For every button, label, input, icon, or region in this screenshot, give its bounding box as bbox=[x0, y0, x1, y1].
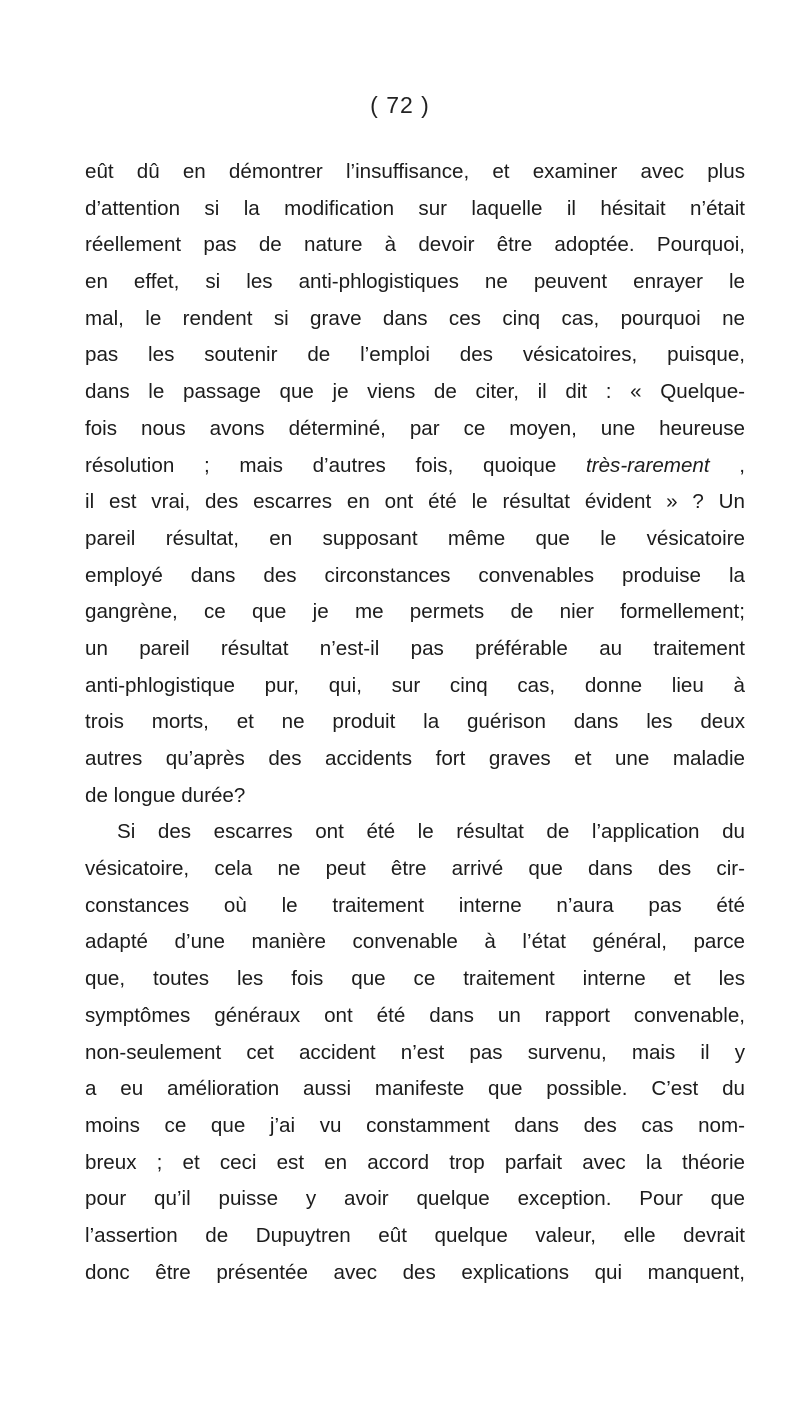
text-line: pour qu’il puisse y avoir quelque exception. Pour que bbox=[85, 1187, 745, 1211]
text-line: vésicatoire, cela ne peut être arrivé que dans des cir- bbox=[85, 857, 745, 881]
text-line: employé dans des circonstances convenables produise la bbox=[85, 563, 745, 587]
body-text bbox=[85, 154, 745, 1291]
text-segment: résolution ; mais d’autres fois, quoique bbox=[85, 453, 586, 477]
text-line: en effet, si les anti-phlogistiques ne peuvent enrayer le bbox=[85, 270, 745, 294]
text-line: donc être présentée avec des explications qui manquent, bbox=[85, 1260, 745, 1284]
text-line: un pareil résultat n’est-il pas préférable au traitement bbox=[85, 636, 745, 660]
text-line: anti-phlogistique pur, qui, sur cinq cas, donne lieu à bbox=[85, 673, 745, 697]
text-line: moins ce que j’ai vu constamment dans des cas nom- bbox=[85, 1113, 745, 1137]
text-line: non-seulement cet accident n’est pas survenu, mais il y bbox=[85, 1040, 745, 1064]
text-line: eût dû en démontrer l’insuffisance, et examiner avec plus bbox=[85, 160, 745, 183]
text-line bbox=[85, 448, 745, 485]
text-line: adapté d’une manière convenable à l’état général, parce bbox=[85, 930, 745, 954]
text-line: réellement pas de nature à devoir être adoptée. Pourquoi, bbox=[85, 233, 745, 257]
text-line: pas les soutenir de l’emploi des vésicatoires, puisque, bbox=[85, 343, 745, 367]
text-line: fois nous avons déterminé, par ce moyen, une heureuse bbox=[85, 416, 745, 440]
italic-phrase: très-rarement bbox=[585, 453, 710, 477]
text-line: a eu amélioration aussi manifeste que possible. C’est du bbox=[85, 1077, 745, 1101]
text-line: Si des escarres ont été le résultat de l’application du bbox=[117, 820, 745, 844]
text-segment: , bbox=[709, 453, 745, 477]
text-line: constances où le traitement interne n’aura pas été bbox=[85, 893, 745, 917]
text-line: symptômes généraux ont été dans un rapport convenable, bbox=[85, 1003, 745, 1027]
text-line: que, toutes les fois que ce traitement interne et les bbox=[85, 967, 745, 991]
text-line: trois morts, et ne produit la guérison dans les deux bbox=[85, 710, 745, 734]
text-line: de longue durée? bbox=[85, 783, 246, 807]
text-line: l’assertion de Dupuytren eût quelque valeur, elle devrait bbox=[85, 1223, 745, 1247]
text-line: pareil résultat, en supposant même que le vésicatoire bbox=[85, 526, 745, 550]
text-line: il est vrai, des escarres en ont été le résultat évident » ? Un bbox=[85, 490, 745, 514]
text-line: autres qu’après des accidents fort graves et une maladie bbox=[85, 747, 745, 770]
text-line: gangrène, ce que je me permets de nier formellement; bbox=[85, 600, 745, 624]
text-line: breux ; et ceci est en accord trop parfait avec la théorie bbox=[85, 1150, 745, 1174]
text-line: dans le passage que je viens de citer, il dit : « Quelque- bbox=[85, 380, 745, 404]
text-line: d’attention si la modification sur laquelle il hésitait n’était bbox=[85, 196, 745, 220]
text-line: mal, le rendent si grave dans ces cinq cas, pourquoi ne bbox=[85, 306, 745, 330]
page-number: ( 72 ) bbox=[370, 92, 430, 118]
